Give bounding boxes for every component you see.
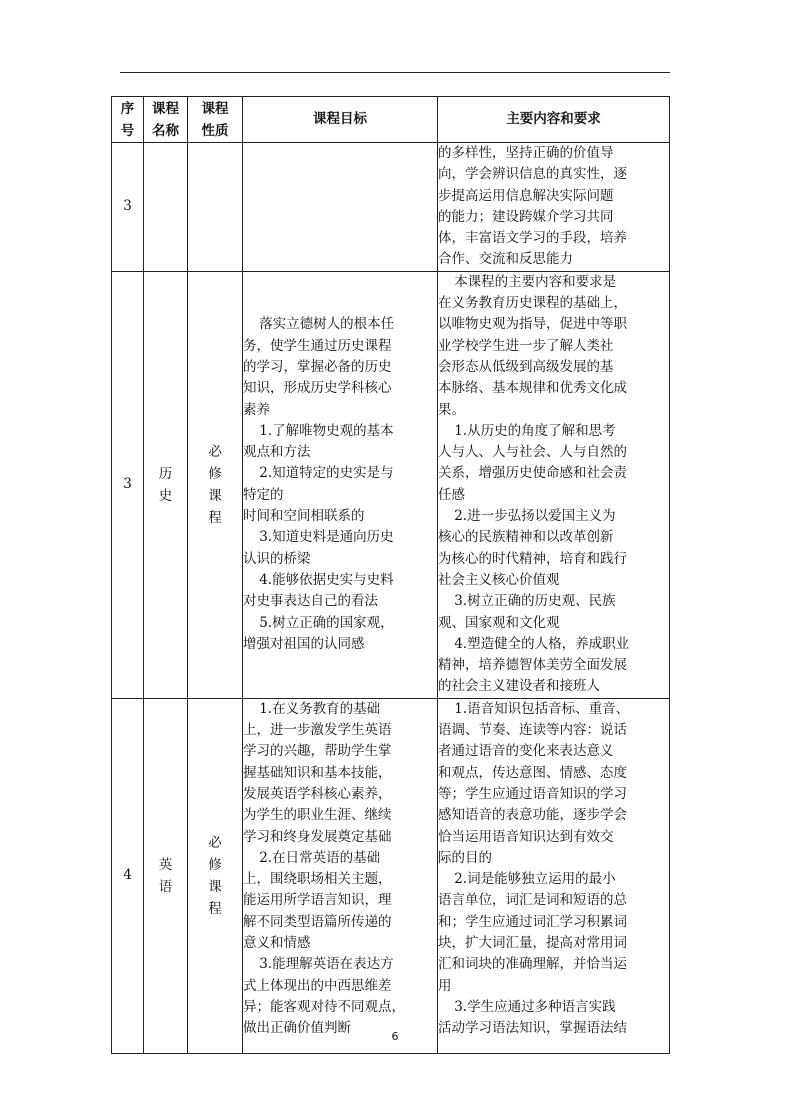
row-goal (243, 698, 438, 1053)
cell-line: 用 (438, 977, 452, 994)
cell-line: 向，学会辨识信息的真实性，逐 (438, 166, 627, 183)
row-content (438, 271, 670, 698)
cell-line: 人与人、人与社会、人与自然的 (438, 444, 627, 461)
cell-line: 果。 (438, 401, 465, 418)
cell-line: 汇和词块的准确理解，并恰当运 (438, 956, 627, 973)
table-row (112, 143, 670, 272)
cell-line: 感知语音的表意功能，逐步学会 (438, 807, 627, 824)
cell-line: 语言单位，词汇是词和短语的总 (438, 892, 627, 909)
cell-line: 增强对祖国的认同感 (243, 635, 365, 652)
row-content (438, 698, 670, 1053)
cell-line: 核心的民族精神和以改革创新 (438, 529, 614, 546)
cell-line: 做出正确价值判断 (243, 1020, 351, 1037)
cell-line: 发展英语学科核心素养， (243, 785, 392, 802)
cell-line: 3.学生应通过多种语言实践 (454, 998, 616, 1015)
row-goal (243, 271, 438, 698)
cell-line: 素养 (243, 401, 270, 418)
cell-line: 在义务教育历史课程的基础上， (438, 295, 627, 312)
cell-line: 1.语音知识包括音标、重音、 (454, 700, 630, 717)
cell-line: 任感 (438, 486, 465, 503)
cell-line: 4.能够依据史实与史料 (259, 571, 394, 588)
cell-line: 时间和空间相联系的 (243, 508, 365, 525)
cell-line: 以唯物史观为指导，促进中等职 (438, 316, 627, 333)
row-type (188, 143, 243, 272)
cell-line: 观点和方法 (243, 444, 311, 461)
cell-line: 观、国家观和文化观 (438, 614, 560, 631)
cell-line: 2.知道特定的史实是与 (259, 465, 394, 482)
row-no: 3 (112, 271, 144, 698)
row-no: 3 (112, 143, 144, 272)
cell-line: 语调、节奏、连读等内容：说话 (438, 722, 627, 739)
cell-line: 合作、交流和反思能力 (438, 251, 573, 268)
cell-line: 特定的 (243, 486, 284, 503)
cell-line: 的能力；建设跨媒介学习共同 (438, 208, 614, 225)
cell-line: 恰当运用语音知识达到有效交 (438, 828, 614, 845)
row-name: 历史 (144, 271, 188, 698)
cell-line: 体，丰富语文学习的手段，培养 (438, 230, 627, 247)
cell-line: 式上体现出的中西思维差 (243, 977, 392, 994)
curriculum-table (111, 96, 670, 1054)
cell-line: 知识，形成历史学科核心 (243, 380, 392, 397)
cell-line: 1.在义务教育的基础 (259, 700, 381, 717)
cell-line: 3.树立正确的历史观、民族 (454, 593, 616, 610)
row-name: 英语 (144, 698, 188, 1053)
cell-line: 上，围绕职场相关主题， (243, 871, 392, 888)
cell-line: 3.知道史料是通向历史 (259, 529, 394, 546)
cell-line: 业学校学生进一步了解人类社 (438, 337, 614, 354)
table-row (112, 271, 670, 698)
cell-line: 的学习，掌握必备的历史 (243, 358, 392, 375)
cell-line: 的多样性，坚持正确的价值导 (438, 145, 614, 161)
cell-line: 意义和情感 (243, 934, 311, 951)
cell-line: 1.了解唯物史观的基本 (259, 422, 394, 439)
cell-line: 落实立德树人的根本任 (259, 316, 395, 333)
row-type: 必修课程 (188, 271, 243, 698)
cell-line: 为核心的时代精神，培育和践行 (438, 550, 627, 567)
cell-line: 异；能客观对待不同观点， (243, 998, 405, 1015)
header-name: 课程名称 (144, 97, 188, 143)
cell-line: 步提高运用信息解决实际问题 (438, 187, 614, 204)
row-content (438, 143, 670, 272)
row-type: 必修课程 (188, 698, 243, 1053)
cell-line: 本课程的主要内容和要求是 (454, 273, 617, 290)
cell-line: 精神，培养德智体美劳全面发展 (438, 657, 627, 674)
cell-line: 1.从历史的角度了解和思考 (454, 422, 616, 439)
cell-line: 学习的兴趣，帮助学生掌 (243, 743, 392, 760)
cell-line: 社会主义核心价值观 (438, 571, 560, 588)
row-no: 4 (112, 698, 144, 1053)
row-goal (243, 143, 438, 272)
cell-line: 本脉络、基本规律和优秀文化成 (438, 380, 627, 397)
cell-line: 上，进一步激发学生英语 (243, 722, 392, 739)
cell-line: 和；学生应通过词汇学习积累词 (438, 913, 627, 930)
header-content: 主要内容和要求 (438, 97, 670, 143)
cell-line: 的社会主义建设者和接班人 (438, 678, 600, 695)
cell-line: 3.能理解英语在表达方 (259, 956, 394, 973)
cell-line: 认识的桥梁 (243, 550, 311, 567)
cell-line: 活动学习语法知识，掌握语法结 (438, 1020, 627, 1037)
cell-line: 关系，增强历史使命感和社会责 (438, 465, 627, 482)
header-no: 序号 (112, 97, 144, 143)
cell-line: 等；学生应通过语音知识的学习 (438, 785, 627, 802)
cell-line: 务，使学生通过历史课程 (243, 337, 392, 354)
cell-line: 和观点，传达意图、情感、态度 (438, 764, 627, 781)
cell-line: 际的目的 (438, 849, 492, 866)
cell-line: 5.树立正确的国家观， (259, 614, 394, 631)
row-name (144, 143, 188, 272)
cell-line: 为学生的职业生涯、继续 (243, 807, 392, 824)
table-header-row (112, 97, 670, 143)
cell-line: 会形态从低级到高级发展的基 (438, 358, 614, 375)
table-row (112, 698, 670, 1053)
cell-line: 解不同类型语篇所传递的 (243, 913, 392, 930)
cell-line: 握基础知识和基本技能， (243, 764, 392, 781)
header-type: 课程性质 (188, 97, 243, 143)
cell-line: 对史事表达自己的看法 (243, 593, 378, 610)
cell-line: 2.进一步弘扬以爱国主义为 (454, 508, 616, 525)
cell-line: 块，扩大词汇量，提高对常用词 (438, 934, 627, 951)
header-rule (120, 72, 670, 73)
cell-line: 学习和终身发展奠定基础 (243, 828, 392, 845)
cell-line: 2.在日常英语的基础 (259, 849, 381, 866)
header-goal: 课程目标 (243, 97, 438, 143)
cell-line: 者通过语音的变化来表达意义 (438, 743, 614, 760)
page-number: 6 (391, 1030, 399, 1043)
cell-line: 2.词是能够独立运用的最小 (454, 871, 616, 888)
cell-line: 4.塑造健全的人格，养成职业 (454, 635, 630, 652)
cell-line: 能运用所学语言知识，理 (243, 892, 392, 909)
